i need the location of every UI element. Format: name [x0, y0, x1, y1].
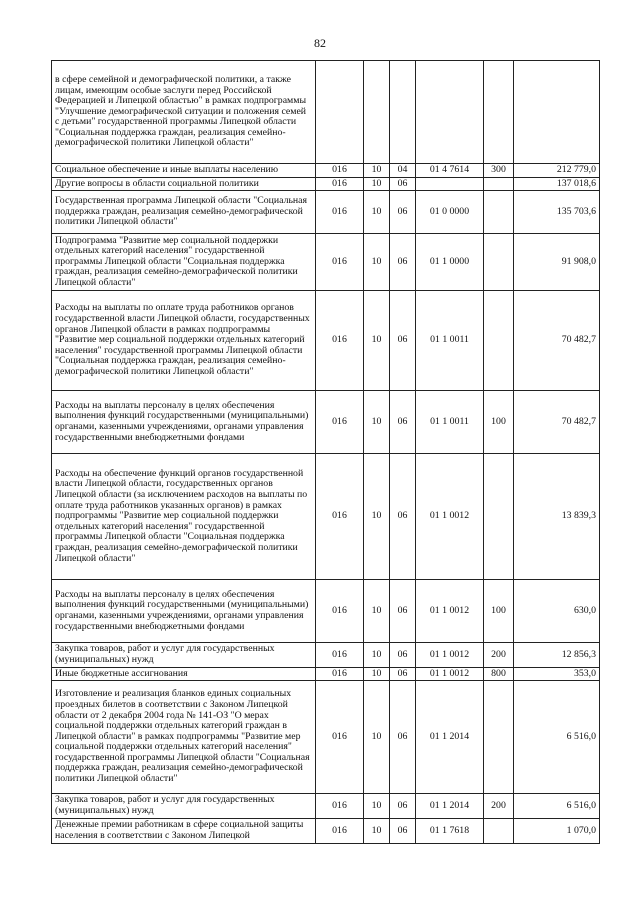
subsection-code-cell: 06 [390, 580, 416, 643]
ministry-code-cell: 016 [316, 178, 364, 191]
table-body [52, 61, 600, 844]
target-code-cell: 01 1 0012 [416, 643, 484, 668]
target-code-cell: 01 1 0011 [416, 291, 484, 391]
subsection-code-cell: 06 [390, 454, 416, 580]
item-name-cell: Иные бюджетные ассигнования [52, 668, 316, 681]
target-code-cell [416, 178, 484, 191]
item-name-cell: Расходы на выплаты по оплате труда работников органов государственной власти Липецкой области, государственных органов Липецкой области в рамках подпрограммы "Развитие мер социальной поддержки отдельных категорий населения" государственной программы Липецкой области "Социальная поддержка граждан, реализация семейно-демографической политики Липецкой области" [52, 291, 316, 391]
section-code-cell: 10 [364, 643, 390, 668]
section-code-cell: 10 [364, 681, 390, 794]
table-row [52, 668, 600, 681]
table-row [52, 291, 600, 391]
table-row [52, 234, 600, 291]
amount-cell: 12 856,3 [514, 643, 600, 668]
target-code-cell: 01 1 0012 [416, 454, 484, 580]
item-name-cell: Закупка товаров, работ и услуг для государственных (муниципальных) нужд [52, 643, 316, 668]
expense-type-cell: 300 [484, 164, 514, 178]
target-code-cell: 01 1 2014 [416, 794, 484, 819]
expense-type-cell: 200 [484, 643, 514, 668]
item-name-cell: в сфере семейной и демографической политики, а также лицам, имеющим особые заслуги перед Российской Федерацией и Липецкой областью" в рамках подпрограммы "Улучшение демографической ситуации и положения семей с детьми" государственной программы Липецкой области "Социальная поддержка граждан, реализация семейно-демографической политики Липецкой области" [52, 61, 316, 164]
section-code-cell [364, 61, 390, 164]
table-row [52, 794, 600, 819]
item-name-cell: Расходы на выплаты персоналу в целях обеспечения выполнения функций государственными (муниципальными) органами, казенными учреждениями, органами управления государственными внебюджетными фондами [52, 580, 316, 643]
section-code-cell: 10 [364, 164, 390, 178]
target-code-cell: 01 1 0012 [416, 668, 484, 681]
target-code-cell: 01 4 7614 [416, 164, 484, 178]
section-code-cell: 10 [364, 454, 390, 580]
ministry-code-cell: 016 [316, 681, 364, 794]
subsection-code-cell: 06 [390, 291, 416, 391]
ministry-code-cell: 016 [316, 234, 364, 291]
table-row [52, 164, 600, 178]
expense-type-cell: 800 [484, 668, 514, 681]
subsection-code-cell: 06 [390, 681, 416, 794]
table-row [52, 454, 600, 580]
amount-cell: 6 516,0 [514, 794, 600, 819]
expense-type-cell [484, 191, 514, 234]
ministry-code-cell: 016 [316, 819, 364, 844]
target-code-cell: 01 0 0000 [416, 191, 484, 234]
item-name-cell: Государственная программа Липецкой области "Социальная поддержка граждан, реализация семейно-демографической политики Липецкой области" [52, 191, 316, 234]
section-code-cell: 10 [364, 234, 390, 291]
section-code-cell: 10 [364, 668, 390, 681]
table-row [52, 643, 600, 668]
amount-cell: 13 839,3 [514, 454, 600, 580]
ministry-code-cell: 016 [316, 454, 364, 580]
subsection-code-cell: 06 [390, 668, 416, 681]
section-code-cell: 10 [364, 178, 390, 191]
subsection-code-cell: 06 [390, 794, 416, 819]
item-name-cell: Расходы на выплаты персоналу в целях обеспечения выполнения функций государственными (муниципальными) органами, казенными учреждениями, органами управления государственными внебюджетными фондами [52, 391, 316, 454]
subsection-code-cell: 06 [390, 391, 416, 454]
ministry-code-cell: 016 [316, 668, 364, 681]
amount-cell [514, 61, 600, 164]
expense-type-cell [484, 454, 514, 580]
subsection-code-cell [390, 61, 416, 164]
item-name-cell: Расходы на обеспечение функций органов государственной власти Липецкой области, государственных органов Липецкой области (за исключением расходов на выплаты по оплате труда работников указанных органов) в рамках подпрограммы "Развитие мер социальной поддержки отдельных категорий населения" государственной программы Липецкой области "Социальная поддержка граждан, реализация семейно-демографической политики Липецкой области" [52, 454, 316, 580]
expense-type-cell [484, 178, 514, 191]
ministry-code-cell: 016 [316, 291, 364, 391]
item-name-cell: Другие вопросы в области социальной политики [52, 178, 316, 191]
page-number: 82 [314, 36, 326, 50]
subsection-code-cell: 06 [390, 643, 416, 668]
table-row [52, 61, 600, 164]
section-code-cell: 10 [364, 794, 390, 819]
expense-type-cell: 100 [484, 580, 514, 643]
subsection-code-cell: 06 [390, 819, 416, 844]
ministry-code-cell: 016 [316, 580, 364, 643]
item-name-cell: Денежные премии работникам в сфере социальной защиты населения в соответствии с Законом Липецкой [52, 819, 316, 844]
expense-type-cell [484, 61, 514, 164]
table-row [52, 191, 600, 234]
table-row [52, 178, 600, 191]
expense-type-cell: 200 [484, 794, 514, 819]
expense-type-cell [484, 681, 514, 794]
expense-type-cell [484, 819, 514, 844]
section-code-cell: 10 [364, 819, 390, 844]
ministry-code-cell: 016 [316, 391, 364, 454]
target-code-cell: 01 1 2014 [416, 681, 484, 794]
amount-cell: 212 779,0 [514, 164, 600, 178]
item-name-cell: Закупка товаров, работ и услуг для государственных (муниципальных) нужд [52, 794, 316, 819]
section-code-cell: 10 [364, 191, 390, 234]
section-code-cell: 10 [364, 580, 390, 643]
target-code-cell: 01 1 0012 [416, 580, 484, 643]
ministry-code-cell [316, 61, 364, 164]
target-code-cell: 01 1 0000 [416, 234, 484, 291]
amount-cell: 137 018,6 [514, 178, 600, 191]
expense-type-cell: 100 [484, 391, 514, 454]
item-name-cell: Изготовление и реализация бланков единых социальных проездных билетов в соответствии с Законом Липецкой области от 2 декабря 2004 года № 141-ОЗ "О мерах социальной поддержки отдельных категорий граждан в Липецкой области" в рамках подпрограммы "Развитие мер социальной поддержки отдельных категорий населения" государственной программы Липецкой области "Социальная поддержка граждан, реализация семейно-демографической политики Липецкой области" [52, 681, 316, 794]
ministry-code-cell: 016 [316, 794, 364, 819]
target-code-cell [416, 61, 484, 164]
table-row [52, 580, 600, 643]
subsection-code-cell: 04 [390, 164, 416, 178]
amount-cell: 1 070,0 [514, 819, 600, 844]
table-row [52, 819, 600, 844]
expense-type-cell [484, 291, 514, 391]
amount-cell: 135 703,6 [514, 191, 600, 234]
table-row [52, 391, 600, 454]
target-code-cell: 01 1 0011 [416, 391, 484, 454]
amount-cell: 353,0 [514, 668, 600, 681]
amount-cell: 70 482,7 [514, 291, 600, 391]
table-row [52, 681, 600, 794]
section-code-cell: 10 [364, 291, 390, 391]
ministry-code-cell: 016 [316, 164, 364, 178]
subsection-code-cell: 06 [390, 191, 416, 234]
amount-cell: 91 908,0 [514, 234, 600, 291]
ministry-code-cell: 016 [316, 643, 364, 668]
subsection-code-cell: 06 [390, 178, 416, 191]
section-code-cell: 10 [364, 391, 390, 454]
amount-cell: 70 482,7 [514, 391, 600, 454]
budget-table [51, 60, 600, 844]
amount-cell: 630,0 [514, 580, 600, 643]
expense-type-cell [484, 234, 514, 291]
item-name-cell: Подпрограмма "Развитие мер социальной поддержки отдельных категорий населения" государственной программы Липецкой области "Социальная поддержка граждан, реализация семейно-демографической политики Липецкой области" [52, 234, 316, 291]
amount-cell: 6 516,0 [514, 681, 600, 794]
ministry-code-cell: 016 [316, 191, 364, 234]
subsection-code-cell: 06 [390, 234, 416, 291]
target-code-cell: 01 1 7618 [416, 819, 484, 844]
item-name-cell: Социальное обеспечение и иные выплаты населению [52, 164, 316, 178]
